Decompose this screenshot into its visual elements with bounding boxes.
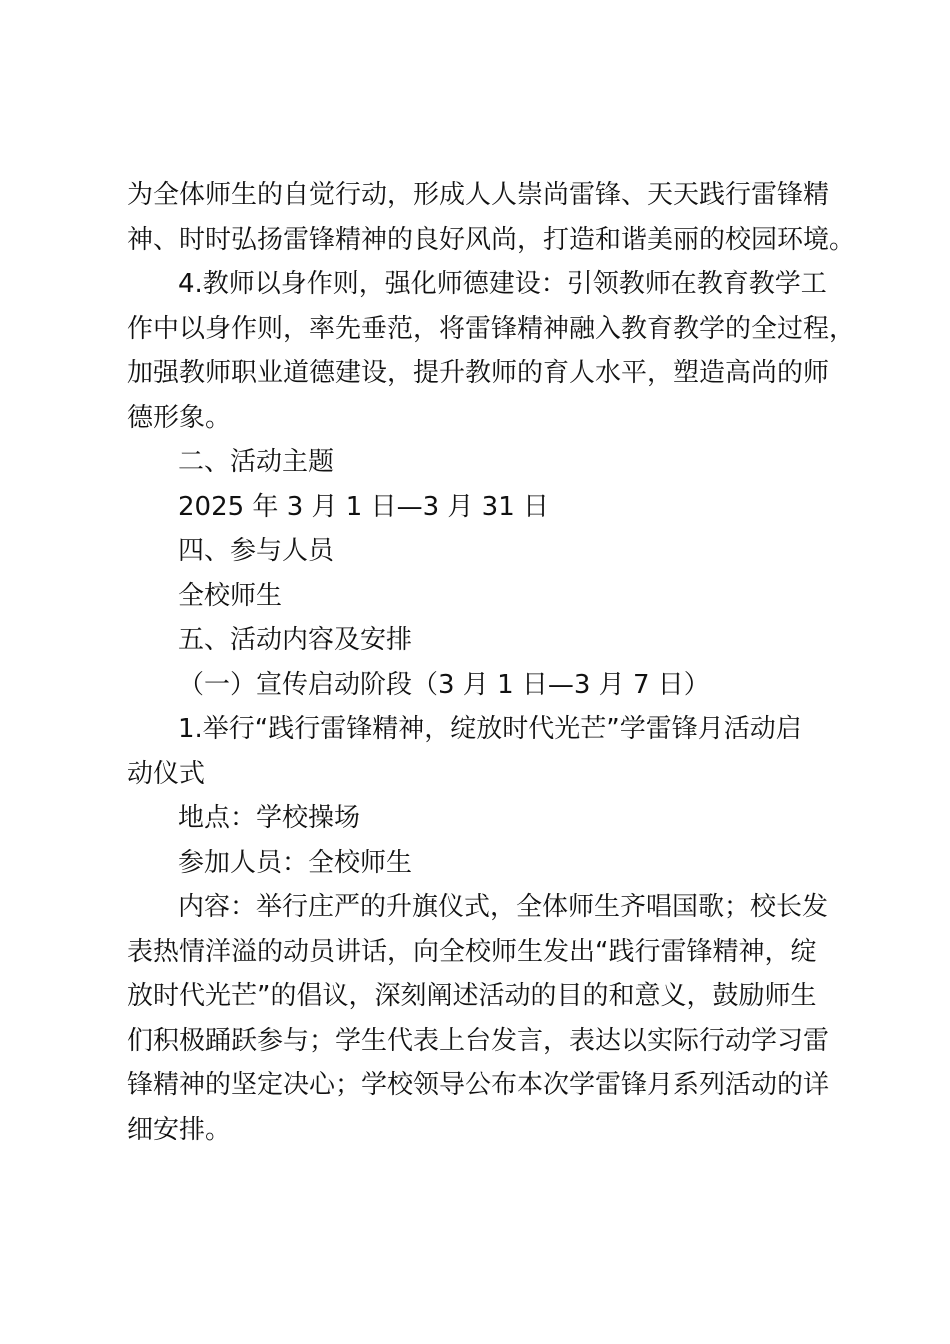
section-heading: 二、活动主题 <box>178 447 335 477</box>
text-line: 们积极踊跃参与；学生代表上台发言，表达以实际行动学习雷 <box>127 1025 830 1056</box>
text-line: 全校师生 <box>178 580 283 611</box>
text-line: 放时代光芒”的倡议，深刻阐述活动的目的和意义，鼓励师生 <box>127 981 817 1011</box>
text-line: 为全体师生的自觉行动，形成人人崇尚雷锋、天天践行雷锋精 <box>127 180 830 210</box>
document-body <box>127 173 856 1152</box>
text-line: 细安排。 <box>127 1114 232 1145</box>
text-line: 加强教师职业道德建设，提升教师的育人水平，塑造高尚的师 <box>127 358 830 388</box>
section-heading: 四、参与人员 <box>178 536 335 566</box>
text-line: 作中以身作则，率先垂范，将雷锋精神融入教育教学的全过程， <box>127 313 856 344</box>
text-line: 4.教师以身作则，强化师德建设：引领教师在教育教学工 <box>178 269 827 299</box>
text-line: 动仪式 <box>127 758 206 789</box>
text-line: 地点：学校操场 <box>178 803 361 833</box>
text-line: 1.举行“践行雷锋精神，绽放时代光芒”学雷锋月活动启 <box>178 714 802 744</box>
text-line: 锋精神的坚定决心；学校领导公布本次学雷锋月系列活动的详 <box>127 1070 830 1100</box>
text-line: 参加人员：全校师生 <box>178 847 413 878</box>
text-line: 内容：举行庄严的升旗仪式，全体师生齐唱国歌；校长发 <box>178 892 829 922</box>
text-line: 表热情洋溢的动员讲话，向全校师生发出“践行雷锋精神，绽 <box>127 936 817 967</box>
subsection-heading: （一）宣传启动阶段（3 月 1 日—3 月 7 日） <box>178 669 710 700</box>
text-line: 德形象。 <box>127 402 232 433</box>
section-heading: 五、活动内容及安排 <box>178 625 413 655</box>
text-line: 神、时时弘扬雷锋精神的良好风尚，打造和谐美丽的校园环境。 <box>127 224 856 255</box>
date-range: 2025 年 3 月 1 日—3 月 31 日 <box>178 491 549 522</box>
